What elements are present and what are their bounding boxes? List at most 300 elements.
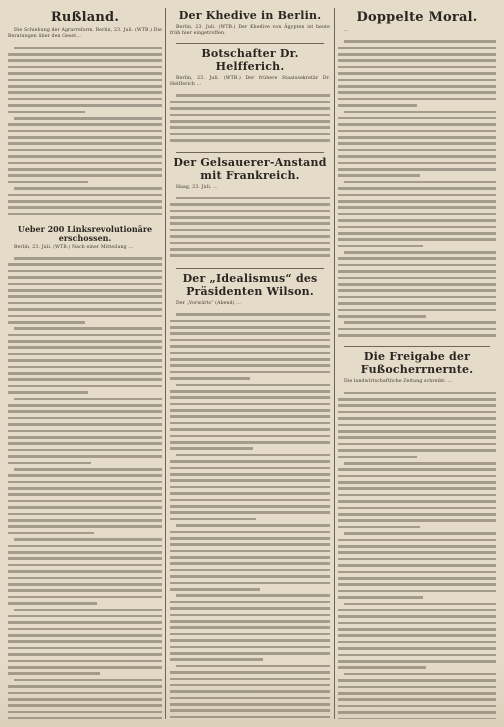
text-line <box>170 671 330 674</box>
text-line <box>338 270 496 273</box>
column-middle <box>170 8 330 719</box>
text-line <box>8 385 162 388</box>
article-body <box>338 388 496 719</box>
text-line <box>8 487 162 490</box>
text-line <box>8 602 97 605</box>
text-line <box>338 200 496 203</box>
text-line <box>8 276 162 279</box>
text-line <box>338 698 496 701</box>
text-line <box>338 449 496 452</box>
text-line <box>338 155 496 158</box>
text-line <box>170 690 330 693</box>
text-line <box>338 47 496 50</box>
text-line <box>8 430 162 433</box>
text-line <box>170 222 330 225</box>
text-line <box>8 583 162 586</box>
text-line <box>170 505 330 508</box>
text-line <box>338 277 496 280</box>
text-line <box>170 101 330 104</box>
text-line <box>170 409 330 412</box>
text-line <box>344 111 496 114</box>
text-line <box>8 283 162 286</box>
text-line <box>338 66 496 69</box>
text-line <box>8 162 162 165</box>
text-line <box>8 66 162 69</box>
section-divider <box>344 346 490 347</box>
text-line <box>8 423 162 426</box>
text-line <box>8 577 162 580</box>
text-line <box>8 213 162 216</box>
text-line <box>338 72 496 75</box>
text-line <box>338 168 496 171</box>
text-line <box>170 575 330 578</box>
text-line <box>338 162 496 165</box>
text-line <box>176 665 330 668</box>
text-line <box>338 583 496 586</box>
text-line <box>170 620 330 623</box>
text-line <box>8 589 162 592</box>
text-line <box>338 456 417 459</box>
text-line <box>170 684 330 687</box>
text-line <box>8 149 162 152</box>
text-line <box>344 181 496 184</box>
text-line <box>14 468 162 471</box>
text-line <box>170 658 263 661</box>
text-line <box>8 263 162 266</box>
text-line <box>8 551 162 554</box>
text-line <box>170 216 330 219</box>
text-line <box>170 499 330 502</box>
text-line <box>8 653 162 656</box>
text-line <box>338 468 496 471</box>
text-line <box>8 340 162 343</box>
text-line <box>338 213 496 216</box>
text-line <box>8 321 85 324</box>
text-line <box>170 428 330 431</box>
text-line <box>8 98 162 101</box>
text-line <box>8 130 162 133</box>
text-line <box>170 352 330 355</box>
text-line <box>176 313 330 316</box>
text-line <box>338 85 496 88</box>
text-line <box>338 245 423 248</box>
text-line <box>338 289 496 292</box>
text-line <box>170 543 330 546</box>
text-line <box>8 295 162 298</box>
text-line <box>8 449 162 452</box>
text-line <box>338 647 496 650</box>
text-line <box>338 283 496 286</box>
text-line <box>8 596 162 599</box>
text-line <box>170 133 330 136</box>
article-body <box>170 193 330 263</box>
text-line <box>338 226 496 229</box>
text-line <box>8 628 162 631</box>
text-line <box>8 417 162 420</box>
text-line <box>170 364 330 367</box>
text-line <box>8 640 162 643</box>
text-line <box>170 562 330 565</box>
text-line <box>8 72 162 75</box>
text-line <box>344 603 496 606</box>
text-line <box>338 679 496 682</box>
text-line <box>8 136 162 139</box>
text-line <box>170 486 330 489</box>
text-line <box>8 181 88 184</box>
text-line <box>338 705 496 708</box>
text-line <box>338 507 496 510</box>
column-left <box>8 8 162 719</box>
column-rule <box>334 8 335 719</box>
text-line <box>170 447 253 450</box>
text-line <box>8 481 162 484</box>
text-line <box>8 557 162 560</box>
text-line <box>14 47 162 50</box>
text-line <box>338 117 496 120</box>
article-paragraph: Die Schiebung der Agrarreform. Berlin, 23. Juli. (WTB.) Die Beratungen über den Geset… <box>8 28 162 40</box>
text-line <box>8 391 88 394</box>
text-line <box>338 436 496 439</box>
text-line <box>338 628 496 631</box>
article-paragraph: Der „Vorwärts“ (Abend) … <box>176 301 242 307</box>
text-line <box>338 219 496 222</box>
text-line <box>8 500 162 503</box>
text-line <box>176 384 330 387</box>
text-line <box>170 531 330 534</box>
text-line <box>338 417 496 420</box>
text-line <box>176 94 330 97</box>
text-line <box>338 654 496 657</box>
text-line <box>8 270 162 273</box>
text-line <box>8 91 162 94</box>
text-line <box>8 194 162 197</box>
column-right <box>338 8 496 719</box>
text-line <box>8 111 85 114</box>
text-line <box>338 660 496 663</box>
text-line <box>338 571 496 574</box>
text-line <box>8 711 162 714</box>
text-line <box>170 511 330 514</box>
text-line <box>8 123 162 126</box>
text-line <box>170 601 330 604</box>
text-line <box>170 537 330 540</box>
text-line <box>170 203 330 206</box>
text-line <box>338 98 496 101</box>
text-line <box>176 524 330 527</box>
text-line <box>338 91 496 94</box>
text-line <box>170 709 330 712</box>
text-line <box>8 315 162 318</box>
text-line <box>8 660 162 663</box>
text-line <box>8 442 162 445</box>
text-line <box>338 232 496 235</box>
text-line <box>338 79 496 82</box>
text-line <box>8 462 91 465</box>
text-line <box>170 403 330 406</box>
text-line <box>170 345 330 348</box>
text-line <box>8 519 162 522</box>
text-line <box>338 622 496 625</box>
text-line <box>338 711 496 714</box>
text-line <box>14 538 162 541</box>
text-line <box>14 679 162 682</box>
text-line <box>8 372 162 375</box>
text-line <box>338 53 496 56</box>
text-line <box>170 467 330 470</box>
text-line <box>170 646 330 649</box>
text-line <box>170 518 256 521</box>
text-line <box>344 673 496 676</box>
text-line <box>8 634 162 637</box>
text-line <box>8 621 162 624</box>
text-line <box>338 692 496 695</box>
section-heading: Die Freigabe der Fußocherrnernte. <box>360 350 474 377</box>
text-line <box>170 473 330 476</box>
text-line <box>8 308 162 311</box>
text-line <box>338 500 496 503</box>
text-line <box>338 596 423 599</box>
text-line <box>170 248 330 251</box>
article-paragraph: Berlin, 23. Juli. (WTB.) Der frühere Staatssekretär Dr. Helfferich … <box>170 75 330 88</box>
text-line <box>8 436 162 439</box>
text-line <box>170 339 330 342</box>
text-line <box>8 513 162 516</box>
text-line <box>338 424 496 427</box>
text-line <box>338 577 496 580</box>
text-line <box>338 666 426 669</box>
article-body <box>338 36 496 341</box>
text-line <box>8 545 162 548</box>
text-line <box>338 123 496 126</box>
text-line <box>8 570 162 573</box>
text-line <box>338 59 496 62</box>
text-line <box>170 460 330 463</box>
text-line <box>338 545 496 548</box>
text-line <box>344 251 496 254</box>
text-line <box>338 302 496 305</box>
text-line <box>8 200 162 203</box>
text-line <box>8 525 162 528</box>
text-line <box>338 590 496 593</box>
text-line <box>170 614 330 617</box>
text-line <box>170 703 330 706</box>
section-heading: Botschafter Dr. Helfferich. <box>201 46 299 73</box>
text-line <box>170 569 330 572</box>
text-line <box>170 210 330 213</box>
text-line <box>14 257 162 260</box>
text-line <box>338 430 496 433</box>
text-line <box>170 114 330 117</box>
text-line <box>8 474 162 477</box>
text-line <box>8 685 162 688</box>
text-line <box>8 346 162 349</box>
text-line <box>338 494 496 497</box>
text-line <box>170 358 330 361</box>
text-line <box>8 289 162 292</box>
text-line <box>344 532 496 535</box>
text-line <box>338 257 496 260</box>
text-line <box>338 487 496 490</box>
text-line <box>170 479 330 482</box>
text-line <box>8 672 100 675</box>
text-line <box>170 107 330 110</box>
text-line <box>170 126 330 129</box>
text-line <box>170 639 330 642</box>
text-line <box>338 551 496 554</box>
text-line <box>170 396 330 399</box>
text-line <box>338 481 496 484</box>
text-line <box>170 626 330 629</box>
text-line <box>170 607 330 610</box>
text-line <box>170 422 330 425</box>
text-line <box>170 377 250 380</box>
text-line <box>344 392 496 395</box>
text-line <box>14 117 162 120</box>
text-line <box>344 321 496 324</box>
text-line <box>338 475 496 478</box>
text-line <box>170 435 330 438</box>
text-line <box>8 366 162 369</box>
text-line <box>338 558 496 561</box>
text-line <box>8 353 162 356</box>
article-body <box>170 309 330 719</box>
text-line <box>8 455 162 458</box>
section-heading: Rußland. <box>50 10 120 25</box>
text-line <box>8 334 162 337</box>
text-line <box>338 718 496 719</box>
text-line <box>170 492 330 495</box>
text-line <box>170 633 330 636</box>
text-line <box>14 327 162 330</box>
text-line <box>8 717 162 719</box>
article-paragraph: … <box>344 28 349 33</box>
text-line <box>170 332 330 335</box>
text-line <box>170 550 330 553</box>
text-line <box>338 411 496 414</box>
text-line <box>338 104 417 107</box>
text-line <box>8 302 162 305</box>
section-heading: Doppelte Moral. <box>356 10 478 25</box>
text-line <box>176 197 330 200</box>
text-line <box>8 532 94 535</box>
article-body <box>8 43 162 221</box>
text-line <box>338 238 496 241</box>
text-line <box>170 326 330 329</box>
text-line <box>170 588 260 591</box>
text-line <box>8 704 162 707</box>
section-divider <box>176 152 324 153</box>
text-line <box>338 539 496 542</box>
text-line <box>170 371 330 374</box>
text-line <box>338 136 496 139</box>
text-line <box>14 398 162 401</box>
text-line <box>8 615 162 618</box>
text-line <box>338 328 496 331</box>
section-heading: Der Khedive in Berlin. <box>178 9 322 22</box>
text-line <box>170 254 330 257</box>
text-line <box>8 79 162 82</box>
text-line <box>8 155 162 158</box>
text-line <box>338 513 496 516</box>
text-line <box>14 609 162 612</box>
text-line <box>170 678 330 681</box>
text-line <box>338 264 496 267</box>
text-line <box>176 454 330 457</box>
text-line <box>338 641 496 644</box>
article-body <box>8 253 162 719</box>
text-line <box>338 564 496 567</box>
text-line <box>338 206 496 209</box>
text-line <box>8 404 162 407</box>
text-line <box>338 142 496 145</box>
text-line <box>338 443 496 446</box>
text-line <box>8 666 162 669</box>
text-line <box>338 615 496 618</box>
text-line <box>338 194 496 197</box>
text-line <box>8 692 162 695</box>
section-heading: Der Gelsauerer-Anstand mit Frankreich. <box>173 155 327 182</box>
text-line <box>176 594 330 597</box>
article-paragraph: Die landwirtschaftliche Zeitung schreibt: … <box>344 379 453 385</box>
text-line <box>338 609 496 612</box>
text-line <box>338 686 496 689</box>
text-line <box>170 235 330 238</box>
text-line <box>8 59 162 62</box>
section-divider <box>176 268 324 269</box>
text-line <box>8 647 162 650</box>
text-line <box>344 462 496 465</box>
text-line <box>170 229 330 232</box>
section-heading: Ueber 200 Linksrevolutionäre erschossen. <box>17 223 153 243</box>
text-line <box>170 120 330 123</box>
text-line <box>338 404 496 407</box>
text-line <box>338 315 426 318</box>
text-line <box>8 493 162 496</box>
article-paragraph: Berlin, 23. Juli. (WTB.) Der Khedive von Ägypten ist heute früh hier eingetroffen. <box>170 25 330 37</box>
text-line <box>170 716 330 719</box>
text-line <box>338 309 496 312</box>
text-line <box>8 359 162 362</box>
text-line <box>170 582 330 585</box>
text-line <box>170 242 330 245</box>
text-line <box>8 168 162 171</box>
text-line <box>338 526 420 529</box>
text-line <box>338 130 496 133</box>
text-line <box>338 398 496 401</box>
text-line <box>8 378 162 381</box>
text-line <box>338 174 420 177</box>
text-line <box>338 634 496 637</box>
text-line <box>8 104 162 107</box>
text-line <box>8 85 162 88</box>
text-line <box>344 40 496 43</box>
text-line <box>170 556 330 559</box>
text-line <box>8 410 162 413</box>
text-line <box>8 564 162 567</box>
text-line <box>170 415 330 418</box>
text-line <box>170 139 330 142</box>
article-body <box>170 91 330 147</box>
text-line <box>8 698 162 701</box>
text-line <box>8 53 162 56</box>
text-line <box>338 187 496 190</box>
text-line <box>170 697 330 700</box>
text-line <box>338 334 496 337</box>
column-rule <box>165 8 166 719</box>
text-line <box>338 296 496 299</box>
text-line <box>170 390 330 393</box>
text-line <box>338 519 496 522</box>
